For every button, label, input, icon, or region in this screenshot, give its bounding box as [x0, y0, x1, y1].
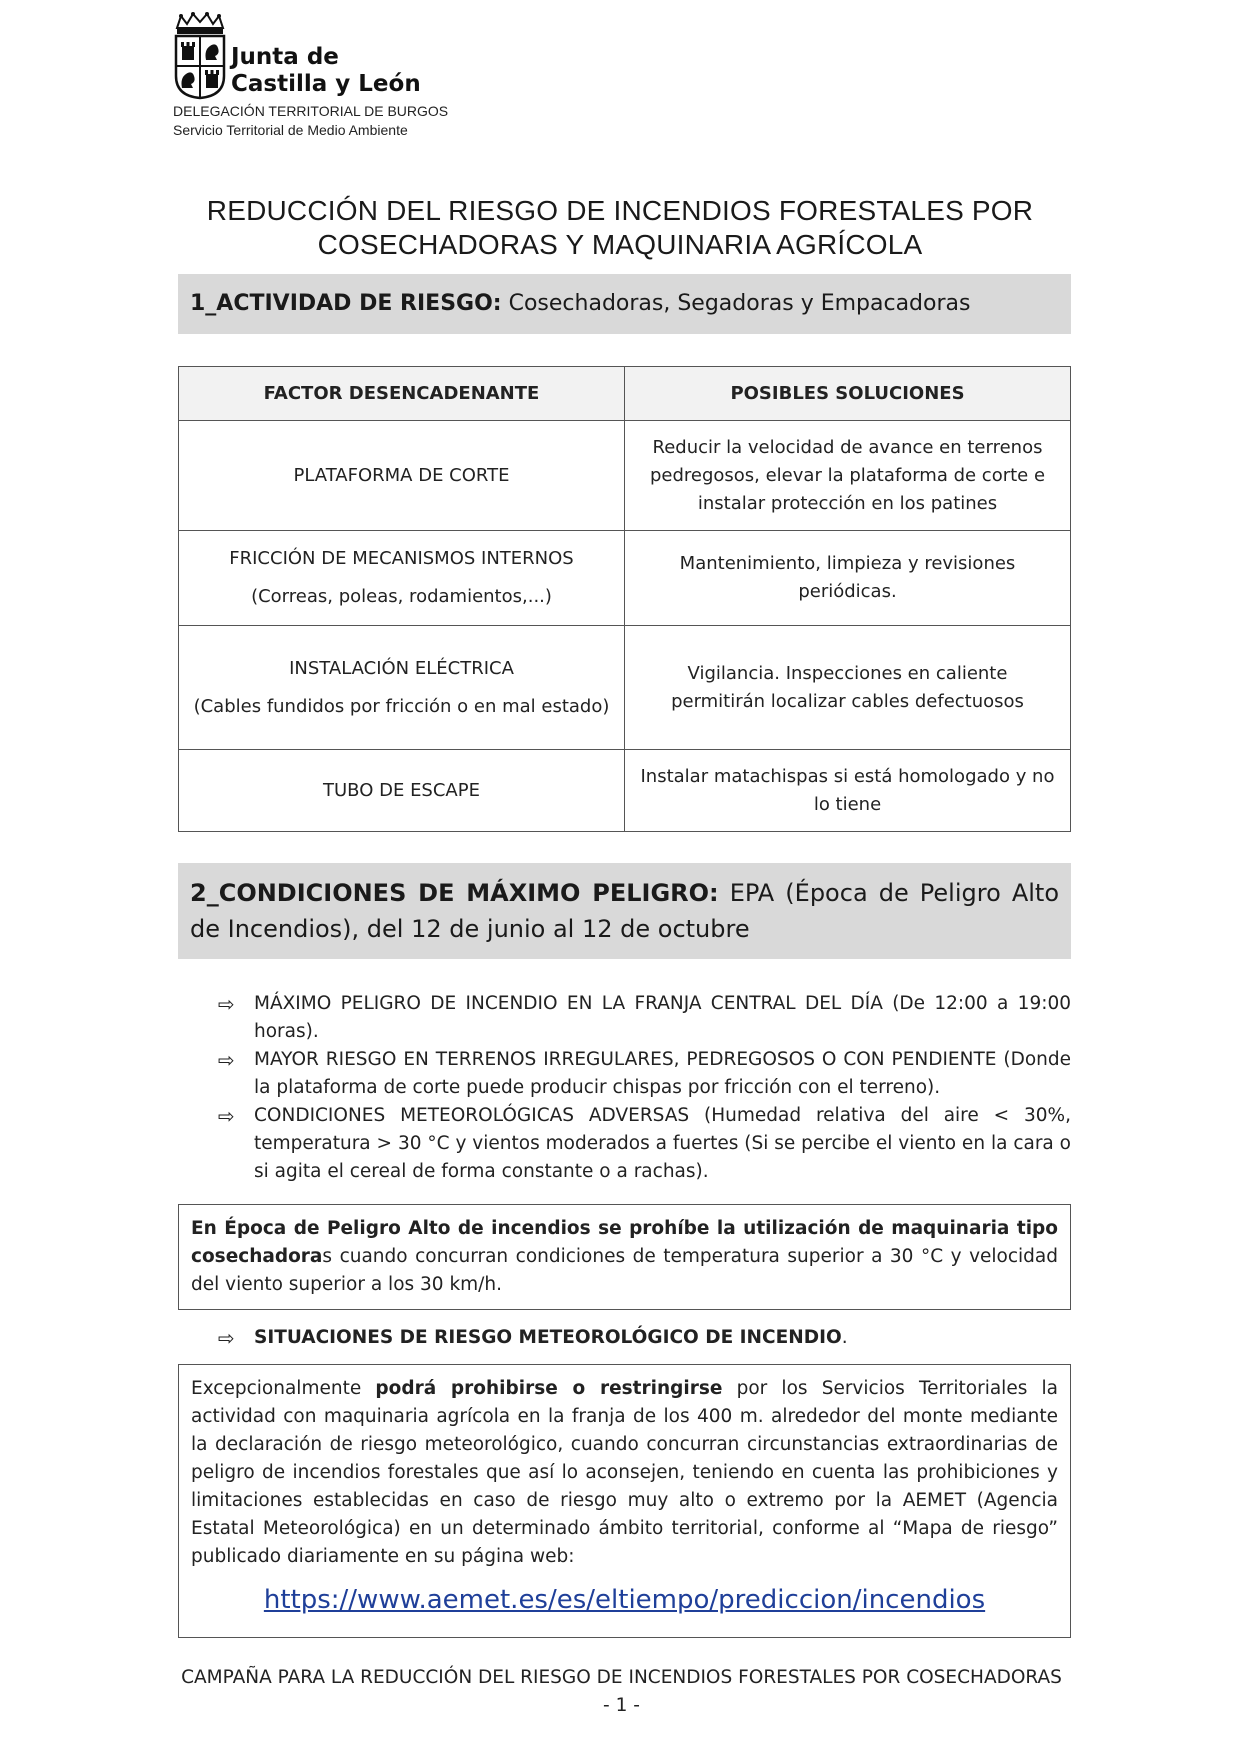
section1-heading: [178, 274, 1071, 334]
factor-cell: [179, 421, 625, 531]
section2-heading: [178, 863, 1071, 959]
exception-rest: por los Servicios Territoriales la actividad con maquinaria agrícola en la franja de los 400 m. alrededor del monte mediante la declaración de riesgo meteorológico, cuando concurran circunstancias extraordinarias de peligro de incendios forestales que así lo aconsejen, teniendo en cuenta las prohibiciones y limitaciones establecidas en caso de riesgo muy alto o extremo por la AEMET (Agencia Estatal Meteorológica) en un determinado ámbito territorial, conforme al “Mapa de riesgo” publicado diariamente en su página web:: [191, 1378, 1058, 1567]
factor-name: TUBO DE ESCAPE: [323, 779, 480, 801]
aemet-link[interactable]: https://www.aemet.es/es/eltiempo/prediccion/incendios: [263, 1585, 986, 1615]
solution-cell: Instalar matachispas si está homologado y no lo tiene: [625, 750, 1071, 832]
aemet-link-line: [191, 1583, 1058, 1617]
table-header-solution: POSIBLES SOLUCIONES: [625, 367, 1071, 421]
factor-name: PLATAFORMA DE CORTE: [293, 464, 510, 486]
service-name: Servicio Territorial de Medio Ambiente: [173, 122, 408, 138]
factor-detail: (Correas, poleas, rodamientos,...): [251, 586, 552, 607]
exception-text: [191, 1375, 1058, 1571]
footer-campaign: CAMPAÑA PARA LA REDUCCIÓN DEL RIESGO DE INCENDIOS FORESTALES POR COSECHADORAS: [181, 1667, 1062, 1688]
factor-detail: (Cables fundidos por fricción o en mal estado): [193, 695, 610, 717]
title-line2: COSECHADORAS Y MAQUINARIA AGRÍCOLA: [317, 229, 923, 260]
title-line1: REDUCCIÓN DEL RIESGO DE INCENDIOS FORESTALES POR: [206, 195, 1034, 226]
list-item-text: MÁXIMO PELIGRO DE INCENDIO EN LA FRANJA CENTRAL DEL DÍA (De 12:00 a 19:00 horas).: [254, 993, 1071, 1042]
list-item: [218, 1102, 1071, 1186]
table-header-factor: FACTOR DESENCADENANTE: [179, 367, 625, 421]
danger-conditions-list: [218, 990, 1071, 1186]
table-row: [179, 531, 1071, 626]
solution-cell: Mantenimiento, limpieza y revisiones periódicas.: [625, 531, 1071, 626]
situations-heading: [218, 1324, 1071, 1352]
section2-label: 2_CONDICIONES DE MÁXIMO PELIGRO:: [190, 879, 719, 907]
section2-text: EPA (Época de Peligro Alto de Incendios), del 12 de junio al 12 de octubre: [190, 879, 1060, 943]
organization-line2: Castilla y León: [231, 71, 421, 97]
exception-lead: Excepcionalmente: [191, 1378, 376, 1399]
arrow-right-icon: ⇨: [218, 1104, 235, 1128]
table-row: [179, 626, 1071, 750]
table-row: [179, 750, 1071, 832]
prohibition-bold: En Época de Peligro Alto de incendios se prohíbe la utilización de maquinaria tipo cosechadora: [191, 1218, 1058, 1267]
list-item-text: MAYOR RIESGO EN TERRENOS IRREGULARES, PEDREGOSOS O CON PENDIENTE (Donde la plataforma de corte puede producir chispas por fricción con el terreno).: [254, 1049, 1071, 1098]
header: [173, 12, 473, 140]
prohibition-text: s cuando concurran condiciones de temperatura superior a 30 °C y velocidad del viento superior a los 30 km/h.: [191, 1246, 1058, 1295]
factor-cell: [179, 750, 625, 832]
solution-cell: Reducir la velocidad de avance en terrenos pedregosos, elevar la plataforma de corte e instalar protección en los patines: [625, 421, 1071, 531]
logo: [173, 12, 473, 100]
situations-trail: .: [841, 1327, 848, 1348]
situations-label: SITUACIONES DE RIESGO METEOROLÓGICO DE INCENDIO: [254, 1327, 842, 1348]
coat-of-arms-icon: [173, 12, 227, 100]
arrow-right-icon: ⇨: [218, 1326, 235, 1350]
arrow-right-icon: ⇨: [218, 992, 235, 1016]
solution-cell: Vigilancia. Inspecciones en caliente permitirán localizar cables defectuosos: [625, 626, 1071, 750]
organization-name: [231, 44, 421, 98]
arrow-right-icon: ⇨: [218, 1048, 235, 1072]
exception-bold: podrá prohibirse o restringirse: [375, 1378, 723, 1399]
factor-name: FRICCIÓN DE MECANISMOS INTERNOS: [229, 548, 574, 569]
exception-notice: [178, 1364, 1071, 1638]
list-item: [218, 990, 1071, 1046]
delegation-name: DELEGACIÓN TERRITORIAL DE BURGOS: [173, 103, 449, 119]
footer: [175, 1664, 1068, 1720]
page-number: - 1 -: [603, 1695, 640, 1716]
risk-factors-table: [178, 366, 1071, 832]
prohibition-notice: [178, 1204, 1071, 1310]
section1-label: 1_ACTIVIDAD DE RIESGO:: [190, 291, 502, 316]
factor-cell: [179, 626, 625, 750]
list-item-text: CONDICIONES METEOROLÓGICAS ADVERSAS (Humedad relativa del aire < 30%, temperatura > 30 °C y vientos moderados a fuertes (Si se percibe el viento en la cara o si agita el cereal de forma constante o a rachas).: [254, 1105, 1071, 1182]
table-row: [179, 421, 1071, 531]
document-title: [175, 194, 1065, 262]
table-header-row: [179, 367, 1071, 421]
factor-cell: [179, 531, 625, 626]
section1-text: Cosechadoras, Segadoras y Empacadoras: [501, 291, 971, 316]
organization-line1: Junta de: [231, 44, 339, 70]
factor-name: INSTALACIÓN ELÉCTRICA: [289, 657, 514, 679]
list-item: [218, 1046, 1071, 1102]
